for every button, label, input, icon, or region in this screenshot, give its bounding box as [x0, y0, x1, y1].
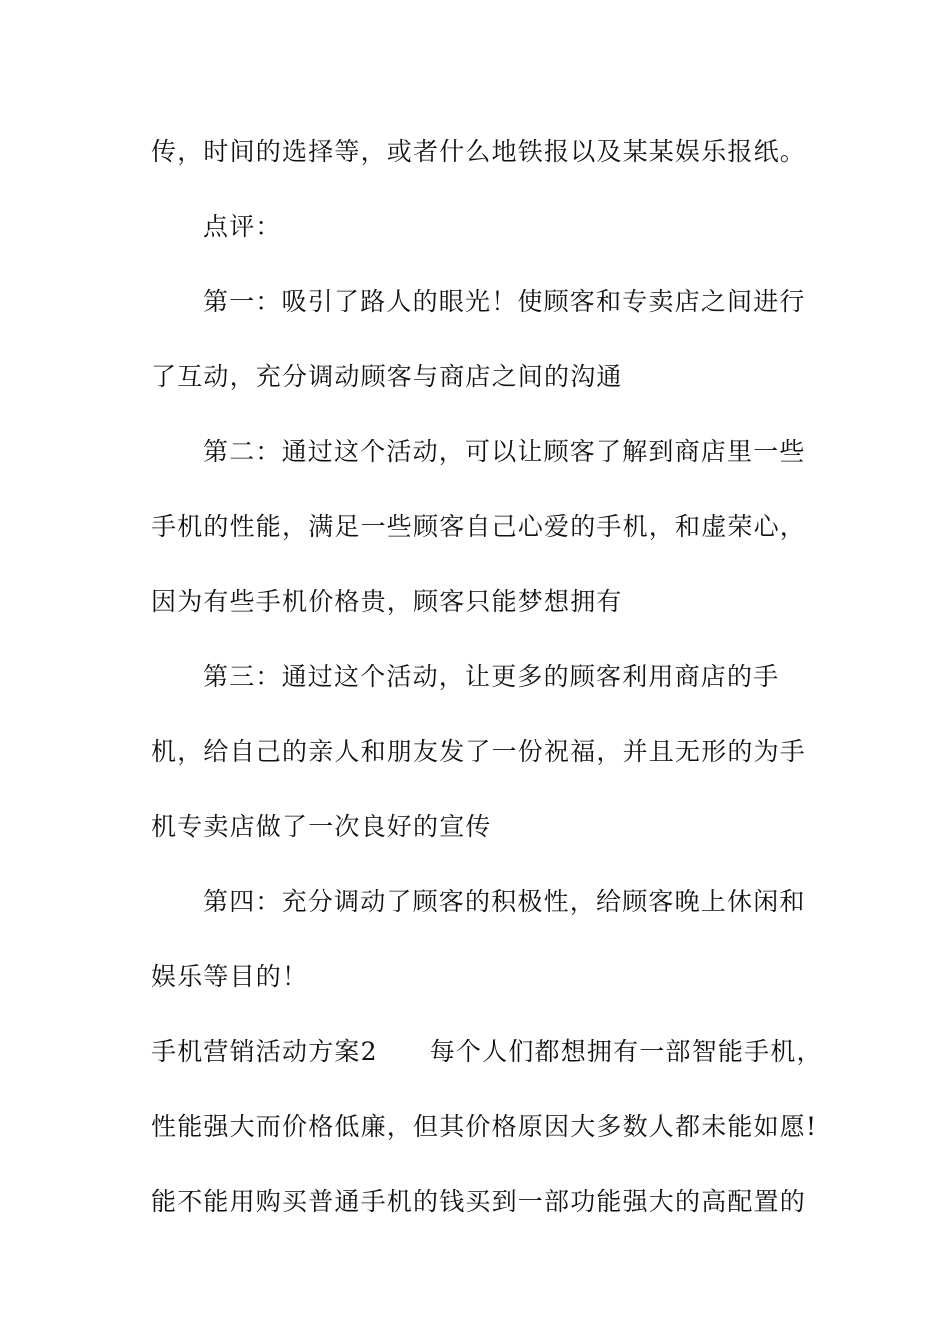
text-line: 因为有些手机价格贵，顾客只能梦想拥有 — [151, 587, 623, 616]
text-line: 机专卖店做了一次良好的宣传 — [151, 812, 492, 841]
section-heading: 手机营销活动方案2 — [151, 1037, 378, 1066]
text-line: 每个人们都想拥有一部智能手机， — [429, 1037, 823, 1066]
text-line: 第二：通过这个活动，可以让顾客了解到商店里一些 — [203, 437, 806, 466]
comment-heading: 点评： — [203, 212, 282, 241]
text-line: 娱乐等目的！ — [151, 962, 309, 991]
text-line: 手机的性能，满足一些顾客自己心爱的手机，和虚荣心， — [151, 512, 807, 541]
text-line: 传，时间的选择等，或者什么地铁报以及某某娱乐报纸。 — [151, 137, 807, 166]
text-line: 第一：吸引了路人的眼光！使顾客和专卖店之间进行 — [203, 287, 806, 316]
text-line: 第三：通过这个活动，让更多的顾客利用商店的手 — [203, 662, 780, 691]
text-line: 机，给自己的亲人和朋友发了一份祝福，并且无形的为手 — [151, 737, 807, 766]
section-line — [151, 1035, 823, 1069]
text-line: 性能强大而价格低廉，但其价格原因大多数人都未能如愿! — [151, 1112, 818, 1141]
text-line: 了互动，充分调动顾客与商店之间的沟通 — [151, 362, 623, 391]
text-line: 第四：充分调动了顾客的积极性，给顾客晚上休闲和 — [203, 887, 806, 916]
text-line: 能不能用购买普通手机的钱买到一部功能强大的高配置的 — [151, 1187, 807, 1216]
